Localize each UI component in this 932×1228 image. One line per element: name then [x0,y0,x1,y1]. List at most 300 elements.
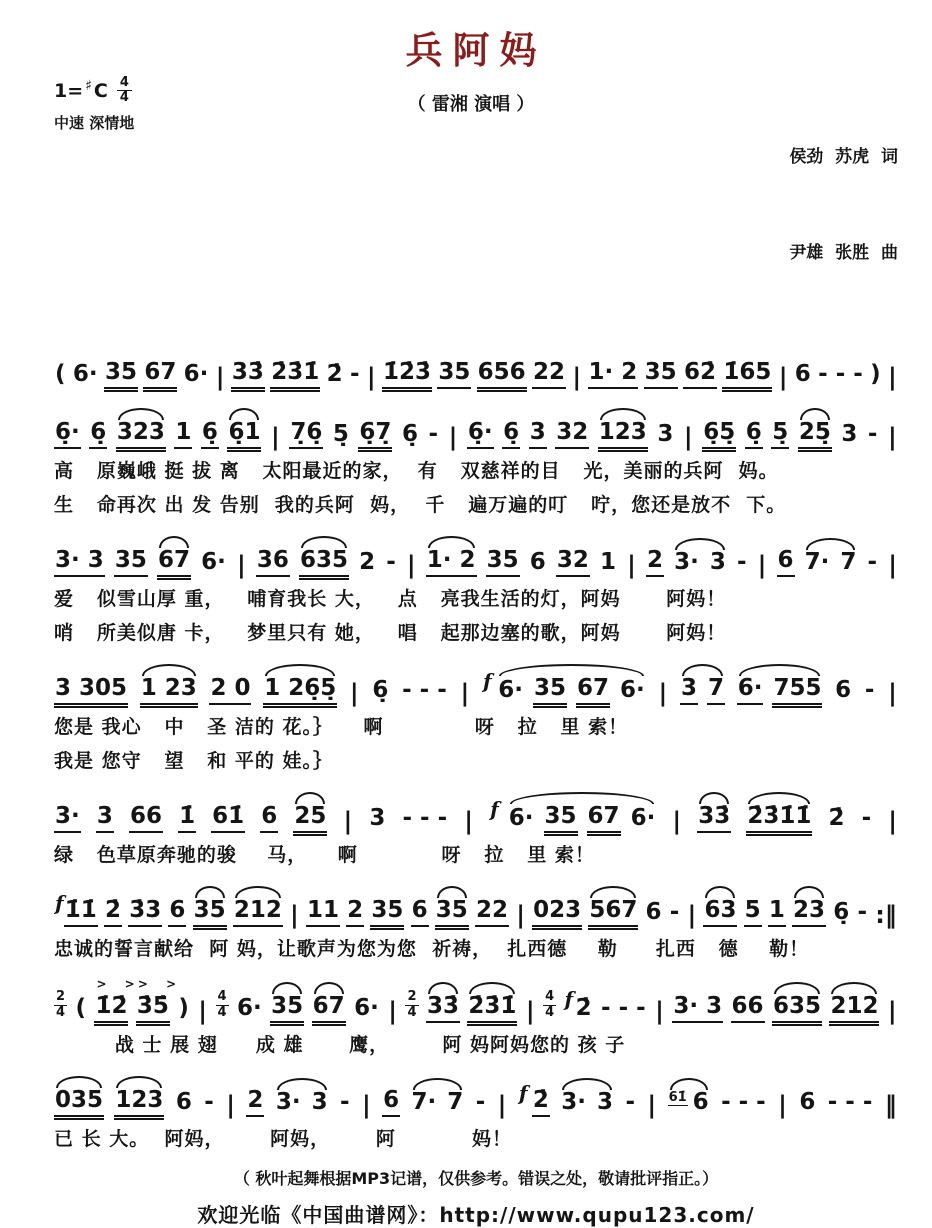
note-token [588,361,639,389]
note-text: 6· [354,994,379,1021]
note-token [256,549,290,577]
time-top: 4 [117,76,132,91]
note-token [209,677,251,705]
note-token [349,363,361,389]
note-token [96,805,114,833]
note-token [411,899,429,927]
note-token [772,992,822,1023]
note-token [497,679,524,705]
note-token [368,807,386,833]
note-text: | [888,423,897,452]
note-text: 6̣ [201,421,219,449]
note-token [532,361,566,389]
note-text: - [861,805,872,832]
note-group [673,551,727,577]
note-text: 35 [370,899,404,927]
note-text: 11 [306,899,340,927]
note-token [736,551,748,577]
note-group [737,677,823,705]
note-text: 35 [544,805,578,833]
note-text: | [290,901,299,930]
note-token [54,677,128,705]
note-token [236,994,263,1023]
note-token [289,421,323,449]
note-token [227,421,261,449]
note-text: 6· [630,805,656,832]
note-token [74,994,87,1023]
slur-arc [314,982,344,994]
note-text: - - - [827,1088,873,1115]
time-bottom: 4 [407,1004,417,1020]
slur-arc [413,1078,463,1090]
note-text: 35 [104,361,138,389]
note-token [114,549,148,577]
note-token [869,363,882,389]
note-text: 33̇ [697,805,731,833]
slur-arc [499,664,644,676]
note-text: 6 [382,1089,400,1117]
note-text: 6 [175,1088,192,1115]
note-text: | [888,807,897,836]
note-text: 67 [587,805,621,833]
note-text: 66 [731,995,765,1023]
note-token [475,899,509,927]
note-text: 6̣· [54,421,81,449]
note-token [353,994,380,1023]
note-token [446,1088,464,1117]
note-text: | [215,363,225,392]
note-text: 6̣ [89,421,107,449]
note-group [668,1088,710,1117]
note-text: | [572,363,582,392]
note-text: 6· [236,994,262,1021]
note-text: 3 [529,421,547,449]
barline [361,1090,372,1119]
note-text: - [349,361,360,388]
note-text: - [864,677,875,704]
note-token [817,363,864,389]
note-token [864,679,876,705]
tempo-marking: 中速 深情地 [54,113,135,132]
note-text: | [627,551,636,580]
note-group [804,551,858,577]
barline [349,679,360,708]
key-signature [54,76,269,106]
note-group [411,1088,465,1117]
note-token [174,421,192,449]
note-text: 6· [498,677,523,704]
note-token [263,677,337,705]
dynamic-f [482,669,493,694]
note-text: 6 [692,1088,709,1115]
note-text: | [388,996,398,1025]
time-bottom: 4 [56,1004,66,1020]
note-token [339,1088,351,1117]
barline [657,679,668,708]
note-token [683,361,717,389]
note-token [829,992,879,1023]
note-token [798,1088,816,1117]
note-text: - - - [402,677,447,704]
note-token [358,551,376,577]
note-token [839,551,857,577]
note-text: 6· [508,805,534,832]
note-token [644,361,678,389]
slur-arc [116,1076,162,1088]
barline [646,1090,657,1119]
note-text: - [475,1088,486,1115]
credits-block [673,76,898,334]
note-text: 35 [644,361,678,389]
note-text: :‖ [875,901,897,930]
note-text: | [687,901,697,930]
note-text: 1· 2 [588,361,639,389]
note-text: - [867,549,878,576]
note-token [435,899,469,927]
note-text: 635 [299,549,349,577]
note-text: 2̇ [828,805,845,832]
note-text: 1̇65 [722,361,772,389]
barline [448,423,459,452]
note-group [508,805,657,833]
note-text: | [778,363,788,392]
note-token [54,1086,104,1117]
note-token [720,1088,767,1117]
note-token [768,899,786,927]
note-token [246,1086,264,1117]
lyric-line: 战 士 展 翅 成 雄 鹰， 阿 妈阿妈您的 孩 子 [54,1033,626,1056]
note-token [576,677,610,705]
note-text: 2 [646,549,664,577]
note-text: 6 [645,899,662,926]
sharp-sign: ♯ [85,77,92,94]
slur-arc [794,886,824,898]
score [54,344,898,1151]
note-text: | [271,423,280,452]
slur-arc [469,982,515,994]
note-token [168,899,186,927]
note-text: ‖ [884,1090,897,1119]
note-text: 35 [270,995,304,1023]
note-text: | [366,363,376,392]
note-text: | [672,807,682,836]
barline [289,901,300,930]
note-text: 3 [709,549,726,576]
note-token [299,549,349,577]
note-text: 3̇3 [128,899,162,927]
time-bottom: 4 [545,1004,555,1020]
note-text: | [460,679,470,708]
note-token [200,551,227,577]
note-text: 22 [475,899,509,927]
note-text: 67 [143,361,177,389]
dynamic-f [518,1080,529,1105]
note-text: f [482,669,492,694]
note-token [157,549,191,577]
notation-line [54,532,898,580]
note-token [669,901,681,927]
note-token [707,677,725,705]
note-token [692,1088,710,1117]
note-group [680,677,725,705]
note-token [382,361,432,389]
lyric-line: 绿 色草原奔驰的骏 马， 啊 呀 拉 里 索！ [54,844,595,867]
slur-arc [428,982,458,994]
note-token [560,1088,587,1117]
note-text: 6̣7̣ [358,421,392,449]
key-note: C [93,79,108,102]
note-text: 1 23 [140,677,198,705]
note-text: 2̇3̇1̇1̇ [746,805,812,833]
note-text: - - - [721,1088,766,1115]
note-text: 22 [532,361,566,389]
note-token [311,1088,329,1117]
note-text: 3 [657,421,674,448]
note-text: - - - [818,361,863,388]
note-text: f [564,986,574,1011]
note-token [411,1088,438,1117]
note-text: 66 [129,805,163,833]
music-system [54,976,898,1057]
note-text: 6 [529,549,546,576]
note-token [804,551,831,577]
note-text: - [867,421,878,448]
note-text: | [658,679,668,708]
barline [887,363,898,392]
note-text: 3· [54,805,81,833]
note-token [794,363,812,389]
note-text: 6· [201,549,226,576]
time-top: 4 [217,989,227,1005]
note-text: 3· 3 [54,549,105,577]
note-token [746,805,812,833]
note-token [428,423,440,449]
barline [887,679,898,708]
note-text: 3 [369,805,386,832]
note-token [104,899,122,927]
notation-line [54,404,898,452]
note-text: 1 [600,549,617,576]
note-text: 35 [193,899,227,927]
barline [515,901,526,930]
slur-arc [56,1076,102,1088]
note-text: 3· 3 [672,995,723,1023]
barline [215,363,226,392]
slur-arc [510,792,655,804]
note-text: ( [55,361,66,388]
note-token [116,421,166,449]
note-text: 5̣ [332,421,349,448]
note-token [792,899,826,927]
note-text: 36 [256,549,290,577]
grace-note [668,1083,688,1106]
music-system [54,1072,898,1151]
barline [236,551,247,580]
note-text: 35 [437,361,471,389]
note-text: 6· [620,677,645,704]
note-token [598,421,648,449]
music-system [54,532,898,645]
note-text: ) [870,361,881,388]
note-text: | [464,807,473,836]
note-text: | [525,996,535,1025]
note-text: 6̣· [467,421,494,449]
song-title: 兵阿妈 [405,29,547,72]
note-text: | [757,551,767,580]
note-text: 6̣ [502,421,520,449]
header-row [54,76,898,334]
slur-arc [277,1078,327,1090]
note-text: 656 [477,361,527,389]
note-text: 035 [54,1089,104,1117]
note-token [840,423,858,449]
note-text: 7 [707,677,725,705]
note-text: 1 [174,421,192,449]
lyric-line: 哨 所美似唐 卡， 梦里只有 她， 唱 起那边塞的歌，阿妈 阿妈！ [54,622,727,645]
note-text: 2̇ [104,899,122,927]
lyric-line: 已 长 大。 阿妈， 阿妈， 阿 妈！ [54,1127,512,1150]
lyric-line: 爱 似雪山厚 重， 哺育我长 大， 点 亮我生活的灯，阿妈 阿妈！ [54,588,727,611]
note-token [426,992,460,1023]
barline [406,551,417,580]
barline [497,1090,508,1119]
note-text: 123 [598,421,648,449]
note-text: 2̇3̇1̇ [467,995,517,1023]
lyric-line: 您是 我心 中 圣 洁的 花。｝ 啊 呀 拉 里 索！ [54,716,629,739]
note-token [502,421,520,449]
key-prefix: 1= [54,79,84,102]
slur-arc [235,886,281,898]
note-token [371,679,389,705]
note-text: 3̇5̇ [136,995,170,1023]
note-token [293,805,327,833]
barline [463,807,474,836]
note-text: 62̇ [683,361,717,389]
barline [887,996,898,1025]
note-text: | [778,1090,787,1119]
barline [887,807,898,836]
note-token [54,363,67,389]
note-text: 3· [561,1088,587,1115]
note-token [175,1088,193,1117]
note-text: 6 [260,805,278,833]
note-text: 61̇ [668,1089,687,1105]
note-text: 6 [777,549,795,577]
note-token [54,421,81,449]
note-text: 67 [157,549,191,577]
note-text: 1̇2̇ [94,995,128,1023]
note-token [211,805,245,833]
note-token [646,549,664,577]
barline [683,423,694,452]
note-token [798,421,832,449]
note-token [529,421,547,449]
note-text: 35 [435,899,469,927]
note-token [709,551,727,577]
note-token [737,677,764,705]
note-token [426,549,477,577]
notation-line [54,344,898,392]
note-token [270,361,320,389]
lyric-line: 忠诚的誓言献给 阿 妈，让歌声为您为您 祈祷， 扎西德 勒 扎西 德 勒！ [54,938,810,961]
barline [571,363,582,392]
barline [686,901,697,930]
note-token [588,899,638,927]
note-text: 3 [597,1088,614,1115]
note-token [599,551,617,577]
note-text: 567 [588,899,638,927]
performer-line: （ 雷湘 演唱 ） [407,94,535,115]
dynamic-f [564,986,575,1011]
accent-marks: > > [137,976,184,991]
note-text: 2̇ [575,994,592,1021]
music-system [54,788,898,867]
note-text: | [343,807,353,836]
note-text: 6· [72,361,98,388]
time-signature [54,990,67,1020]
barline [654,996,665,1025]
lyric-line: 我是 您守 望 和 平的 娃。｝ [54,750,334,773]
website-line: 欢迎光临《中国曲谱网》：http://www.qupu123.com/ [197,1202,755,1227]
note-token [697,805,731,833]
note-token [771,421,789,449]
note-text: - - - [402,805,448,832]
note-token [630,807,657,833]
note-token [143,361,177,389]
note-token [437,361,471,389]
note-text: - [204,1088,214,1115]
notation-line [54,788,898,836]
note-token [326,363,344,389]
note-text: 212 [829,995,879,1023]
note-token [745,421,763,449]
lyric-line: 高 原巍峨 挺 拔 离 太阳最近的家， 有 双慈祥的目 光，美丽的兵阿 妈。 [54,460,779,483]
note-token [680,677,698,705]
note-token [382,1086,400,1117]
note-token [587,805,621,833]
slur-arc [831,982,877,994]
note-text: | [516,901,525,930]
note-token [332,423,350,449]
note-token [401,807,448,833]
note-text: | [198,996,208,1025]
note-text: - [625,1088,635,1115]
note-text: - [386,549,396,576]
note-text: 2 [346,899,364,927]
note-text: 1· 2 [426,549,477,577]
lyricist-credit: 侯劲 苏虎 词 [789,146,898,167]
note-text: 6· [183,361,209,388]
note-token [312,992,346,1023]
note-text: 7 [447,1088,464,1115]
note-text: 33̇ [426,995,460,1023]
note-text: - [857,899,867,926]
note-token [673,551,700,577]
note-token [467,992,517,1023]
note-text: 2̇ [326,361,343,388]
note-text: 212 [233,899,283,927]
note-token [722,361,772,389]
note-token [275,1088,302,1117]
note-text: 755 [772,677,822,705]
note-text: 25̣ [798,421,832,449]
note-token [201,421,219,449]
note-token [486,549,520,577]
note-token [861,807,873,833]
note-text: 323 [116,421,166,449]
barline [366,363,377,392]
note-text: | [361,1090,371,1119]
